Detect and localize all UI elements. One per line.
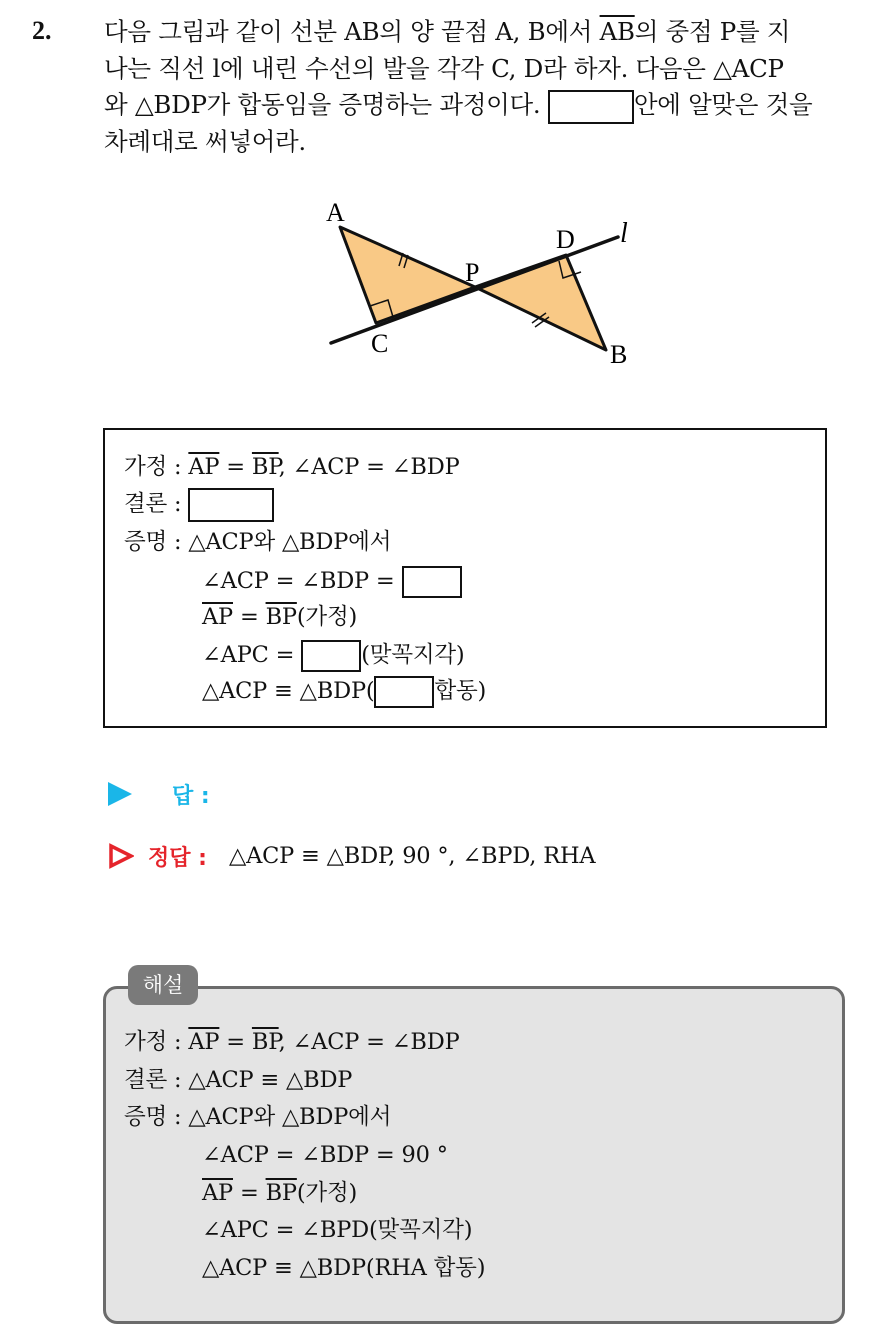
play-arrow-icon: [108, 782, 132, 806]
label-d: D: [556, 225, 575, 254]
triangle-bdp: [475, 255, 606, 350]
question-blank-box: [548, 90, 634, 124]
explanation-step-4: △ACP ≡ △BDP(RHA 합동): [202, 1255, 486, 1281]
explanation-proof-start: 증명 : △ACP와 △BDP에서: [124, 1104, 392, 1130]
triangle-acp: [340, 227, 475, 323]
segment-ab-overline: $\overline{AB}$: [599, 17, 635, 46]
label-c: C: [371, 329, 389, 358]
label-p: P: [465, 258, 480, 287]
question-line-1: 다음 그림과 같이 선분 AB의 양 끝점 A, B에서 $\overline{AB}$의 중점 P를 지: [104, 17, 791, 46]
conclusion-blank-box: [188, 488, 274, 522]
proof-step-4: △ACP ≡ △BDP( 합동): [202, 676, 486, 708]
step4-blank-box: [374, 676, 434, 708]
outline-play-arrow-icon: [108, 843, 134, 869]
question-line-4: 차례대로 써넣어라.: [104, 126, 306, 156]
answer-row: [108, 778, 210, 810]
step3-blank-box: [301, 640, 361, 672]
question-line-2: 나는 직선 l에 내린 수선의 발을 각각 C, D라 하자. 다음은 △ACP: [104, 53, 784, 83]
key-row: [108, 840, 595, 872]
question-line-3: 와 △BDP가 합동임을 증명하는 과정이다. 안에 알맞은 것을: [104, 87, 864, 124]
triangle-figure: [300, 190, 660, 380]
proof-hypothesis: 가정 : $\overline{AP} = \overline{BP}$, ∠ACP = ∠BDP: [124, 454, 460, 480]
answer-label: 답 :: [172, 783, 210, 809]
proof-step-2: $\overline{AP} = \overline{BP}$(가정): [202, 604, 358, 630]
label-b: B: [610, 340, 628, 369]
proof-start: 증명 : △ACP와 △BDP에서: [124, 529, 392, 555]
key-label: 정답 :: [148, 845, 207, 871]
question-text: [104, 14, 864, 160]
proof-step-1: ∠ACP = ∠BDP =: [202, 566, 462, 598]
explanation-tag: 해설: [128, 965, 198, 1005]
key-value: △ACP ≡ △BDP, 90 °, ∠BPD, RHA: [228, 843, 596, 869]
proof-step-3: ∠APC = (맞꼭지각): [202, 640, 465, 672]
step1-blank-box: [402, 566, 462, 598]
proof-conclusion: 결론 :: [124, 488, 274, 522]
label-a: A: [326, 198, 345, 227]
explanation-step-1: ∠ACP = ∠BDP = 90 °: [202, 1142, 448, 1168]
explanation-conclusion: 결론 : △ACP ≡ △BDP: [124, 1067, 353, 1093]
explanation-step-3: ∠APC = ∠BPD(맞꼭지각): [202, 1217, 473, 1243]
explanation-hypothesis: 가정 : $\overline{AP} = \overline{BP}$, ∠ACP = ∠BDP: [124, 1029, 460, 1055]
label-line-l: l: [620, 218, 628, 249]
question-number: 2.: [32, 16, 52, 45]
explanation-step-2: $\overline{AP} = \overline{BP}$(가정): [202, 1180, 358, 1206]
